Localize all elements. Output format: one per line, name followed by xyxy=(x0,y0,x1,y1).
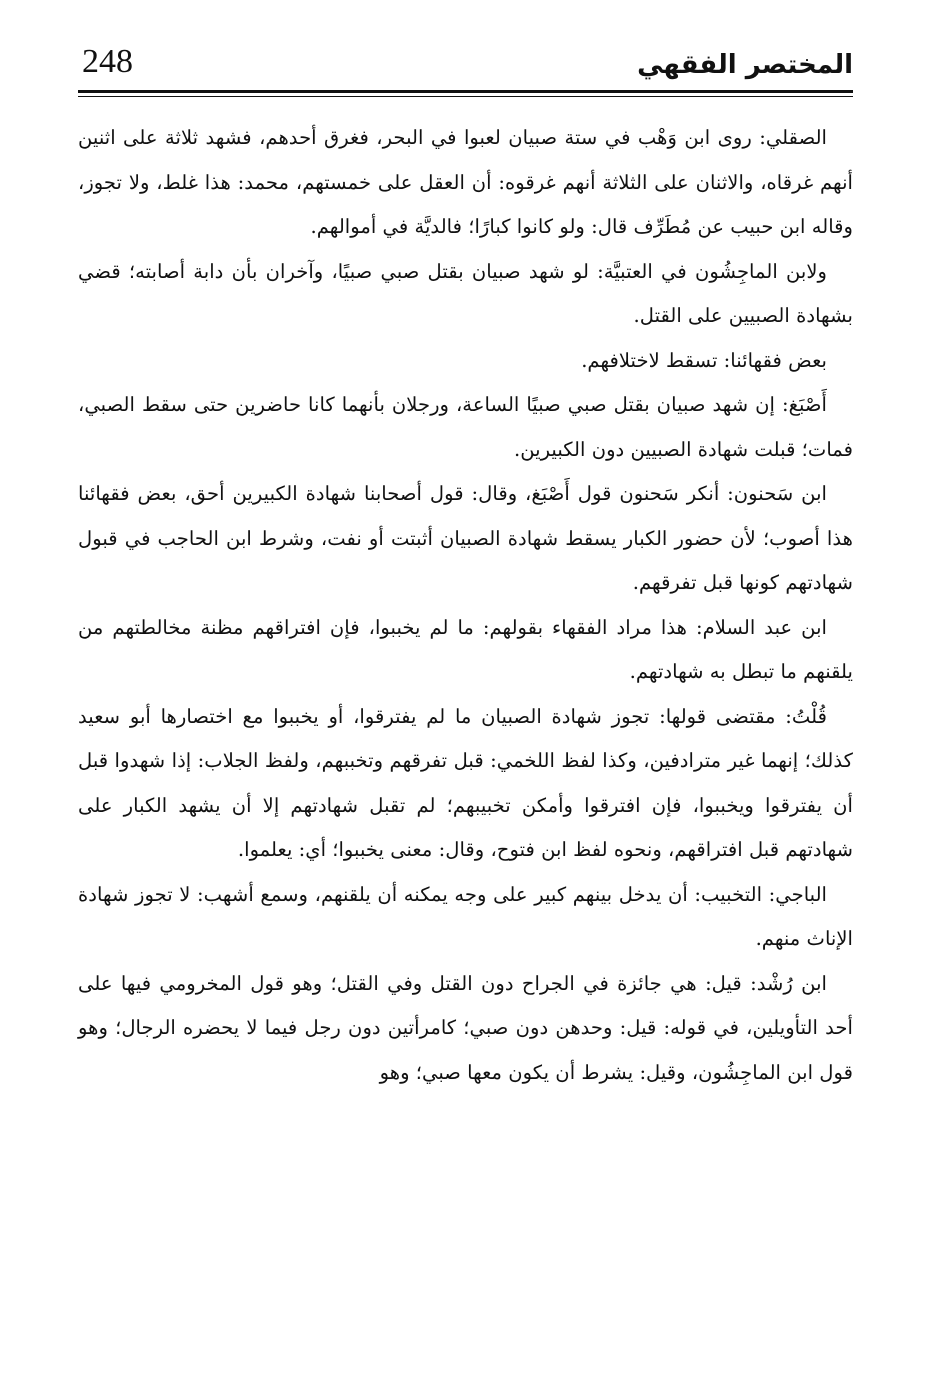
page-number: 248 xyxy=(82,43,133,80)
paragraph: ولابن الماجِشُون في العتبيَّة: لو شهد صبيان بقتل صبي صبيًا، وآخران بأن دابة أصابته؛ قضي بشهادة الصبيين على القتل. xyxy=(78,259,853,327)
page xyxy=(78,38,853,1084)
paragraph: ابن عبد السلام: هذا مراد الفقهاء بقولهم: ما لم يخببوا، فإن افتراقهم مظنة مخالطتهم من يلقنهم ما تبطل به شهادتهم. xyxy=(78,615,853,683)
header-rule-thin xyxy=(78,96,853,97)
paragraph: أَصْبَغ: إن شهد صبيان بقتل صبي صبيًا الساعة، ورجلان بأنهما كانا حاضرين حتى سقط الصبي، فمات؛ قبلت شهادة الصبيين دون الكبيرين. xyxy=(78,393,853,461)
paragraph: بعض فقهائنا: تسقط لاختلافهم. xyxy=(581,348,827,372)
paragraph: ابن رُشْد: قيل: هي جائزة في الجراح دون القتل وفي القتل؛ وهو قول المخرومي فيها على أحد التأويلين، في قوله: قيل: وحدهن دون صبي؛ كامرأتين دون رجل فيما لا يحضره الرجال؛ وهو قول ابن الماجِشُون، وقيل: يشرط أن يكون معها صبي؛ وهو xyxy=(78,971,853,1084)
paragraph: الصقلي: روى ابن وَهْب في ستة صبيان لعبوا في البحر، فغرق أحدهم، فشهد ثلاثة على اثنين أنهم غرقاه، والاثنان على الثلاثة أنهم غرقوه: أن العقل على خمستهم، محمد: هذا غلط، ولا تجوز، وقاله ابن حبيب عن مُطَرِّف قال: ولو كانوا كبارًا؛ فالديَّة في أموالهم. xyxy=(78,126,853,238)
body-text xyxy=(78,116,853,1095)
paragraph: قُلْتُ: مقتضى قولها: تجوز شهادة الصبيان ما لم يفترقوا، أو يخببوا مع اختصارها أبو سعيد كذلك؛ إنهما غير مترادفين، وكذا لفظ اللخمي: قبل تفرقهم وتخببهم، ولفظ الجلاب: إذا شهدوا قبل أن يفترقوا ويخببوا، فإن افترقوا وأمكن تخبيبهم؛ لم تقبل شهادتهم إلا أن يشهد الكبار على شهادتهم قبل افتراقهم، ونحوه لفظ ابن فتوح، وقال: معنى يخببوا؛ أي: يعلموا. xyxy=(78,704,853,861)
running-title: المختصر الفقهي xyxy=(637,50,853,80)
paragraph: ابن سَحنون: أنكر سَحنون قول أَصْبَغ، وقال: قول أصحابنا شهادة الكبيرين أحق، بعض فقهائنا هذا أصوب؛ لأن حضور الكبار يسقط شهادة الصبيان أثبتت أو نفت، وشرط ابن الحاجب في قبول شهادتهم كونها قبل تفرقهم. xyxy=(78,482,853,594)
header-rule xyxy=(78,90,853,93)
paragraph: الباجي: التخبيب: أن يدخل بينهم كبير على وجه يمكنه أن يلقنهم، وسمع أشهب: لا تجوز شهادة الإناث منهم. xyxy=(78,882,853,950)
page-header xyxy=(78,38,853,96)
